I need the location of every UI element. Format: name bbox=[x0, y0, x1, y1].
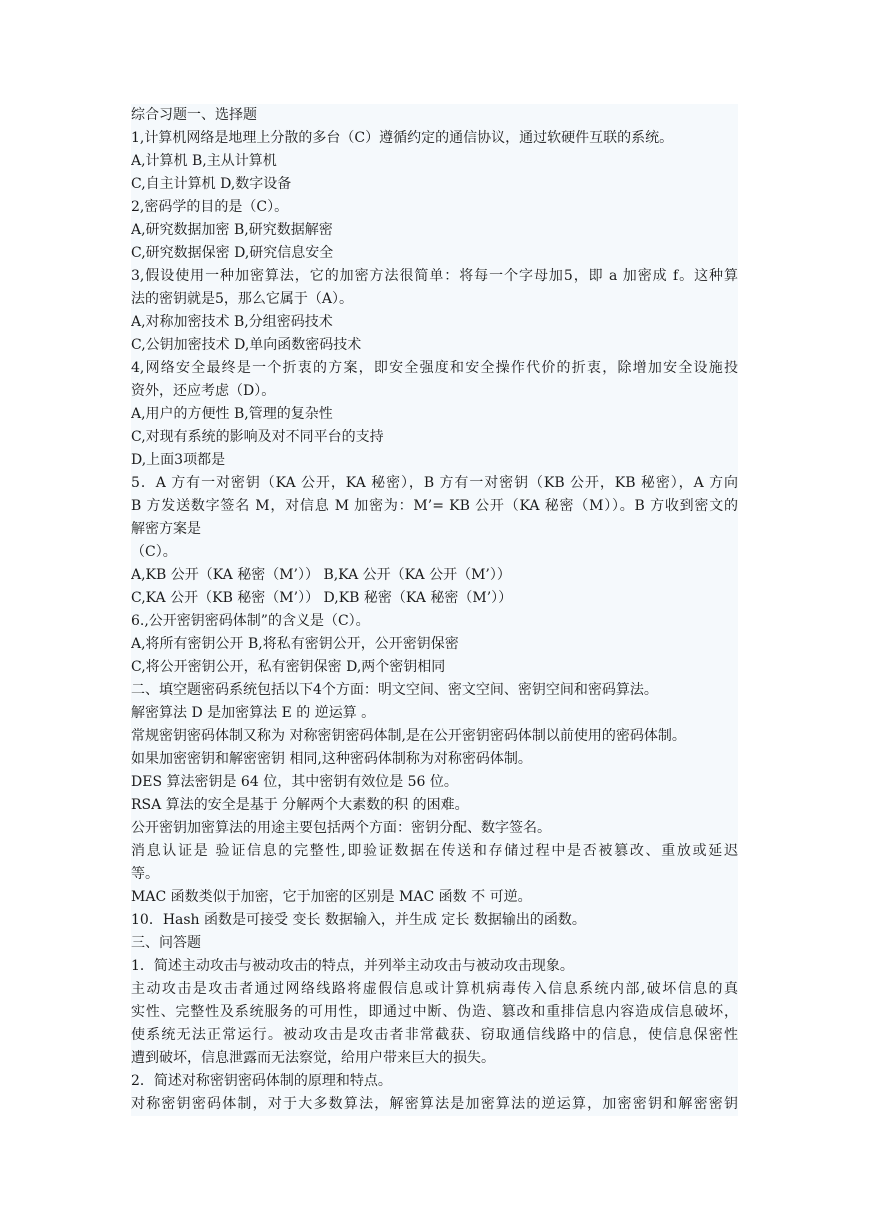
text-line: 资外，还应考虑（D）。 bbox=[131, 383, 276, 399]
document-body bbox=[131, 104, 738, 1116]
text-line: C,研究数据保密 D,研究信息安全 bbox=[131, 245, 334, 261]
text-line: A,对称加密技术 B,分组密码技术 bbox=[131, 314, 333, 330]
text-line: （C）。 bbox=[131, 544, 177, 560]
text-line: 使系统无法正常运行。被动攻击是攻击者非常截获、窃取通信线路中的信息，使信息保密性 bbox=[131, 1027, 738, 1043]
text-line: A,将所有密钥公开 B,将私有密钥公开，公开密钥保密 bbox=[131, 636, 459, 652]
text-line: 3,假设使用一种加密算法，它的加密方法很简单：将每一个字母加5，即 a 加密成 f。这种算 bbox=[131, 268, 738, 284]
text-line: MAC 函数类似于加密，它于加密的区别是 MAC 函数 不 可逆。 bbox=[131, 889, 532, 905]
text-line: A,KB 公开（KA 秘密（M’）） B,KA 公开（KA 公开（M’）） bbox=[131, 567, 511, 583]
text-line: 法的密钥就是5，那么它属于（A）。 bbox=[131, 291, 354, 307]
text-line: 2,密码学的目的是（C）。 bbox=[131, 199, 289, 215]
text-line: 5．A 方有一对密钥（KA 公开，KA 秘密），B 方有一对密钥（KB 公开，KB 秘密），A 方向 bbox=[131, 475, 738, 491]
text-line: 如果加密密钥和解密密钥 相同,这种密码体制称为对称密码体制。 bbox=[131, 751, 532, 767]
text-line: C,自主计算机 D,数字设备 bbox=[131, 176, 292, 192]
text-line: 4,网络安全最终是一个折衷的方案，即安全强度和安全操作代价的折衷，除增加安全设施投 bbox=[131, 360, 738, 376]
text-line: 2．简述对称密钥密码体制的原理和特点。 bbox=[131, 1073, 392, 1089]
text-line: 主动攻击是攻击者通过网络线路将虚假信息或计算机病毒传入信息系统内部,破坏信息的真 bbox=[131, 981, 738, 997]
text-line: C,对现有系统的影响及对不同平台的支持 bbox=[131, 429, 384, 445]
text-line: 6.,公开密钥密码体制”的含义是（C）。 bbox=[131, 613, 370, 629]
text-line: 1,计算机网络是地理上分散的多台（C）遵循约定的通信协议，通过软硬件互联的系统。 bbox=[131, 130, 674, 146]
text-line: C,KA 公开（KB 秘密（M’）） D,KB 秘密（KA 秘密（M’）） bbox=[131, 590, 513, 606]
text-line: 对称密钥密码体制，对于大多数算法，解密算法是加密算法的逆运算，加密密钥和解密密钥 bbox=[131, 1096, 738, 1112]
text-line: 常规密钥密码体制又称为 对称密钥密码体制,是在公开密钥密码体制以前使用的密码体制。 bbox=[131, 728, 686, 744]
text-line: 消息认证是 验证信息的完整性,即验证数据在传送和存储过程中是否被篡改、重放或延迟 bbox=[131, 843, 738, 859]
text-line: 实性、完整性及系统服务的可用性，即通过中断、伪造、篡改和重排信息内容造成信息破坏， bbox=[131, 1004, 738, 1020]
text-line: 1．简述主动攻击与被动攻击的特点，并列举主动攻击与被动攻击现象。 bbox=[131, 958, 574, 974]
text-line: A,计算机 B,主从计算机 bbox=[131, 153, 277, 169]
text-line: 二、填空题密码系统包括以下4个方面：明文空间、密文空间、密钥空间和密码算法。 bbox=[131, 682, 658, 698]
text-line: D,上面3项都是 bbox=[131, 452, 226, 468]
text-line: 解密方案是 bbox=[131, 521, 201, 537]
text-line: 综合习题一、选择题 bbox=[131, 107, 257, 123]
text-line: 公开密钥加密算法的用途主要包括两个方面：密钥分配、数字签名。 bbox=[131, 820, 551, 836]
text-line: 遭到破坏，信息泄露而无法察觉，给用户带来巨大的损失。 bbox=[131, 1050, 495, 1066]
text-line: 10．Hash 函数是可接受 变长 数据输入，并生成 定长 数据输出的函数。 bbox=[131, 912, 586, 928]
text-line: 三、问答题 bbox=[131, 935, 201, 951]
text-line: DES 算法密钥是 64 位，其中密钥有效位是 56 位。 bbox=[131, 774, 458, 790]
text-line: 等。 bbox=[131, 866, 159, 882]
text-line: RSA 算法的安全是基于 分解两个大素数的积 的困难。 bbox=[131, 797, 469, 813]
text-line: A,用户的方便性 B,管理的复杂性 bbox=[131, 406, 333, 422]
text-line: C,将公开密钥公开，私有密钥保密 D,两个密钥相同 bbox=[131, 659, 446, 675]
text-line: B 方发送数字签名 M，对信息 M 加密为：M’= KB 公开（KA 秘密（M））。B 方收到密文的 bbox=[131, 498, 738, 514]
text-line: A,研究数据加密 B,研究数据解密 bbox=[131, 222, 333, 238]
text-line: 解密算法 D 是加密算法 E 的 逆运算 。 bbox=[131, 705, 376, 721]
text-line: C,公钥加密技术 D,单向函数密码技术 bbox=[131, 337, 362, 353]
